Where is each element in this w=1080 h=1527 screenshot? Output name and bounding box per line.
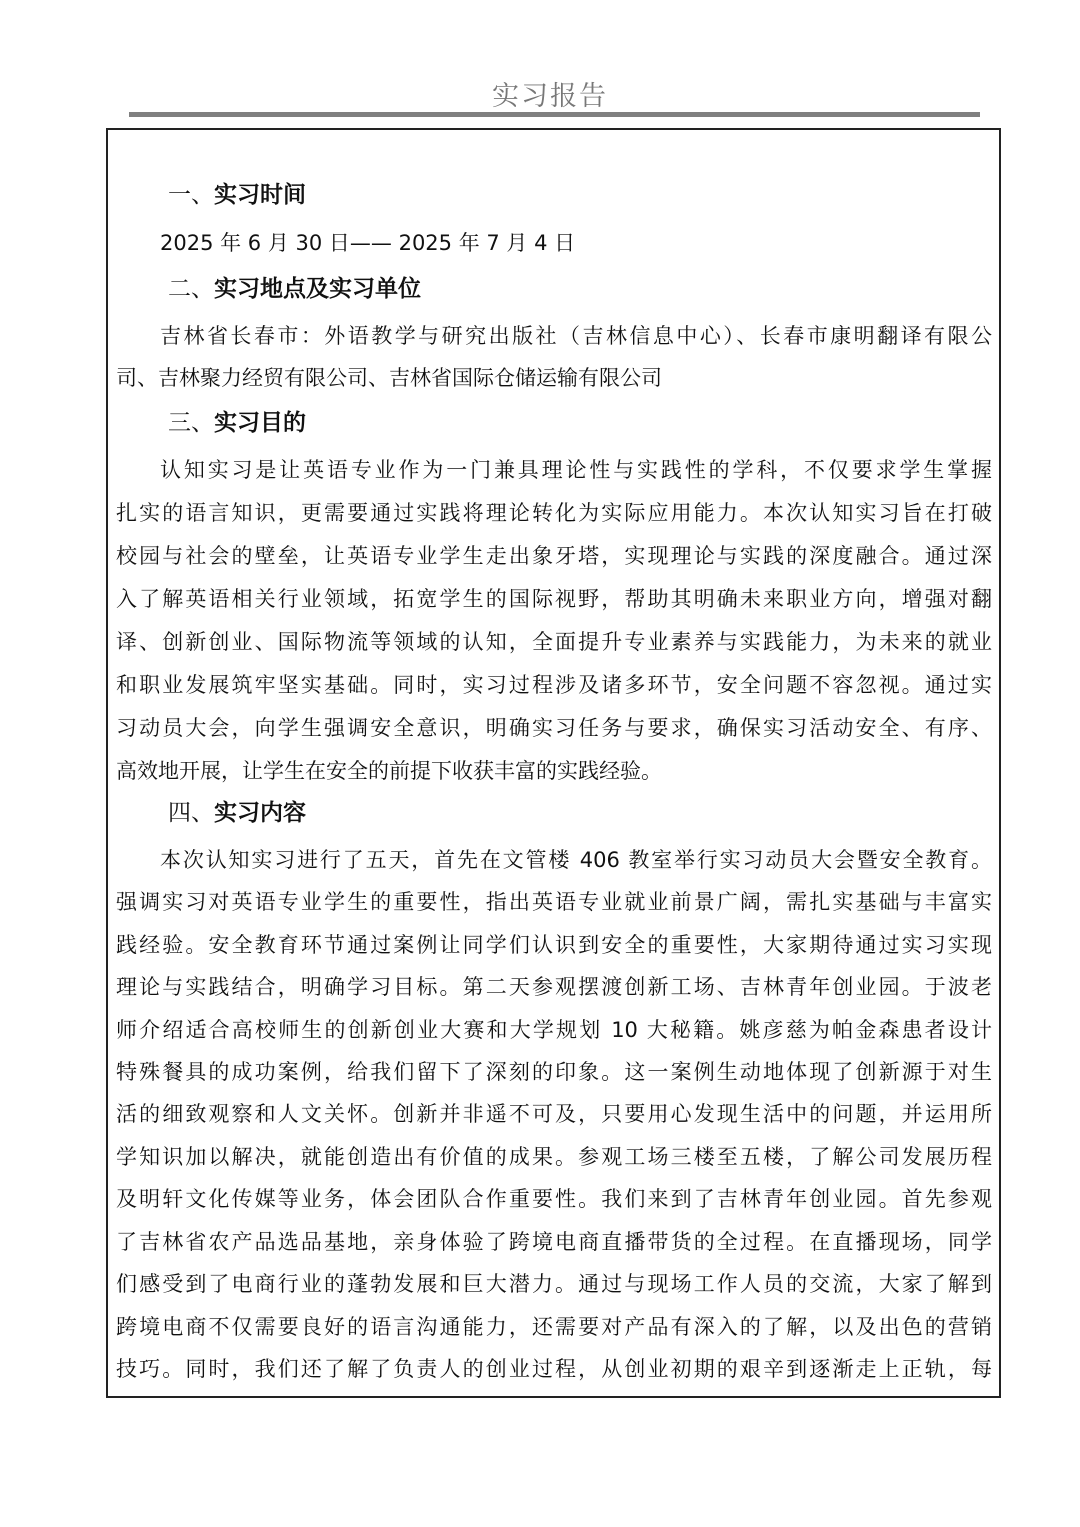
section-number: 一、 xyxy=(168,182,214,208)
text-line: 特殊餐具的成功案例，给我们留下了深刻的印象。这一案例生动地体现了创新源于对生 xyxy=(116,1060,992,1084)
text-line: 践经验。安全教育环节通过案例让同学们认识到安全的重要性，大家期待通过实习实现 xyxy=(116,933,992,957)
text-line: 师介绍适合高校师生的创新创业大赛和大学规划 10 大秘籍。姚彦慈为帕金森患者设计 xyxy=(116,1018,992,1042)
section-number: 三、 xyxy=(168,410,214,436)
section-heading xyxy=(168,408,306,438)
text-line: 强调实习对英语专业学生的重要性，指出英语专业就业前景广阔，需扎实基础与丰富实 xyxy=(116,890,992,914)
document-title: 实习报告 xyxy=(492,81,608,112)
text-line: 了吉林省农产品选品基地，亲身体验了跨境电商直播带货的全过程。在直播现场，同学 xyxy=(116,1230,992,1254)
text-line: 们感受到了电商行业的蓬勃发展和巨大潜力。通过与现场工作人员的交流，大家了解到 xyxy=(116,1272,992,1296)
section-heading xyxy=(168,274,421,304)
text-line: 译、创新创业、国际物流等领域的认知，全面提升专业素养与实践能力，为未来的就业 xyxy=(116,630,992,654)
section-number: 二、 xyxy=(168,276,214,302)
text-line: 认知实习是让英语专业作为一门兼具理论性与实践性的学科，不仅要求学生掌握 xyxy=(160,458,992,482)
section-heading xyxy=(168,180,306,210)
text-line: 习动员大会，向学生强调安全意识，明确实习任务与要求，确保实习活动安全、有序、 xyxy=(116,716,992,740)
text-line: 吉林省长春市：外语教学与研究出版社（吉林信息中心）、长春市康明翻译有限公 xyxy=(160,324,992,348)
text-line: 司、吉林聚力经贸有限公司、吉林省国际仓储运输有限公司 xyxy=(116,366,662,390)
text-line: 技巧。同时，我们还了解了负责人的创业过程，从创业初期的艰辛到逐渐走上正轨，每 xyxy=(116,1357,992,1381)
text-line: 活的细致观察和人文关怀。创新并非遥不可及，只要用心发现生活中的问题，并运用所 xyxy=(116,1102,992,1126)
section-title: 实习内容 xyxy=(214,800,306,826)
section-heading xyxy=(168,798,306,828)
text-line: 扎实的语言知识，更需要通过实践将理论转化为实际应用能力。本次认知实习旨在打破 xyxy=(116,501,992,525)
text-line: 2025 年 6 月 30 日—— 2025 年 7 月 4 日 xyxy=(160,231,576,255)
text-line: 理论与实践结合，明确学习目标。第二天参观摆渡创新工场、吉林青年创业园。于波老 xyxy=(116,975,992,999)
text-line: 学知识加以解决，就能创造出有价值的成果。参观工场三楼至五楼，了解公司发展历程 xyxy=(116,1145,992,1169)
section-number: 四、 xyxy=(168,800,214,826)
text-line: 跨境电商不仅需要良好的语言沟通能力，还需要对产品有深入的了解，以及出色的营销 xyxy=(116,1315,992,1339)
text-line: 入了解英语相关行业领域，拓宽学生的国际视野，帮助其明确未来职业方向，增强对翻 xyxy=(116,587,992,611)
section-title: 实习目的 xyxy=(214,410,306,436)
title-rule xyxy=(129,112,980,117)
section-title: 实习时间 xyxy=(214,182,306,208)
text-line: 和职业发展筑牢坚实基础。同时，实习过程涉及诸多环节，安全问题不容忽视。通过实 xyxy=(116,673,992,697)
section-title: 实习地点及实习单位 xyxy=(214,276,421,302)
text-line: 及明轩文化传媒等业务，体会团队合作重要性。我们来到了吉林青年创业园。首先参观 xyxy=(116,1187,992,1211)
text-line: 校园与社会的壁垒，让英语专业学生走出象牙塔，实现理论与实践的深度融合。通过深 xyxy=(116,544,992,568)
text-line: 高效地开展，让学生在安全的前提下收获丰富的实践经验。 xyxy=(116,759,662,783)
text-line: 本次认知实习进行了五天，首先在文管楼 406 教室举行实习动员大会暨安全教育。 xyxy=(160,848,992,872)
